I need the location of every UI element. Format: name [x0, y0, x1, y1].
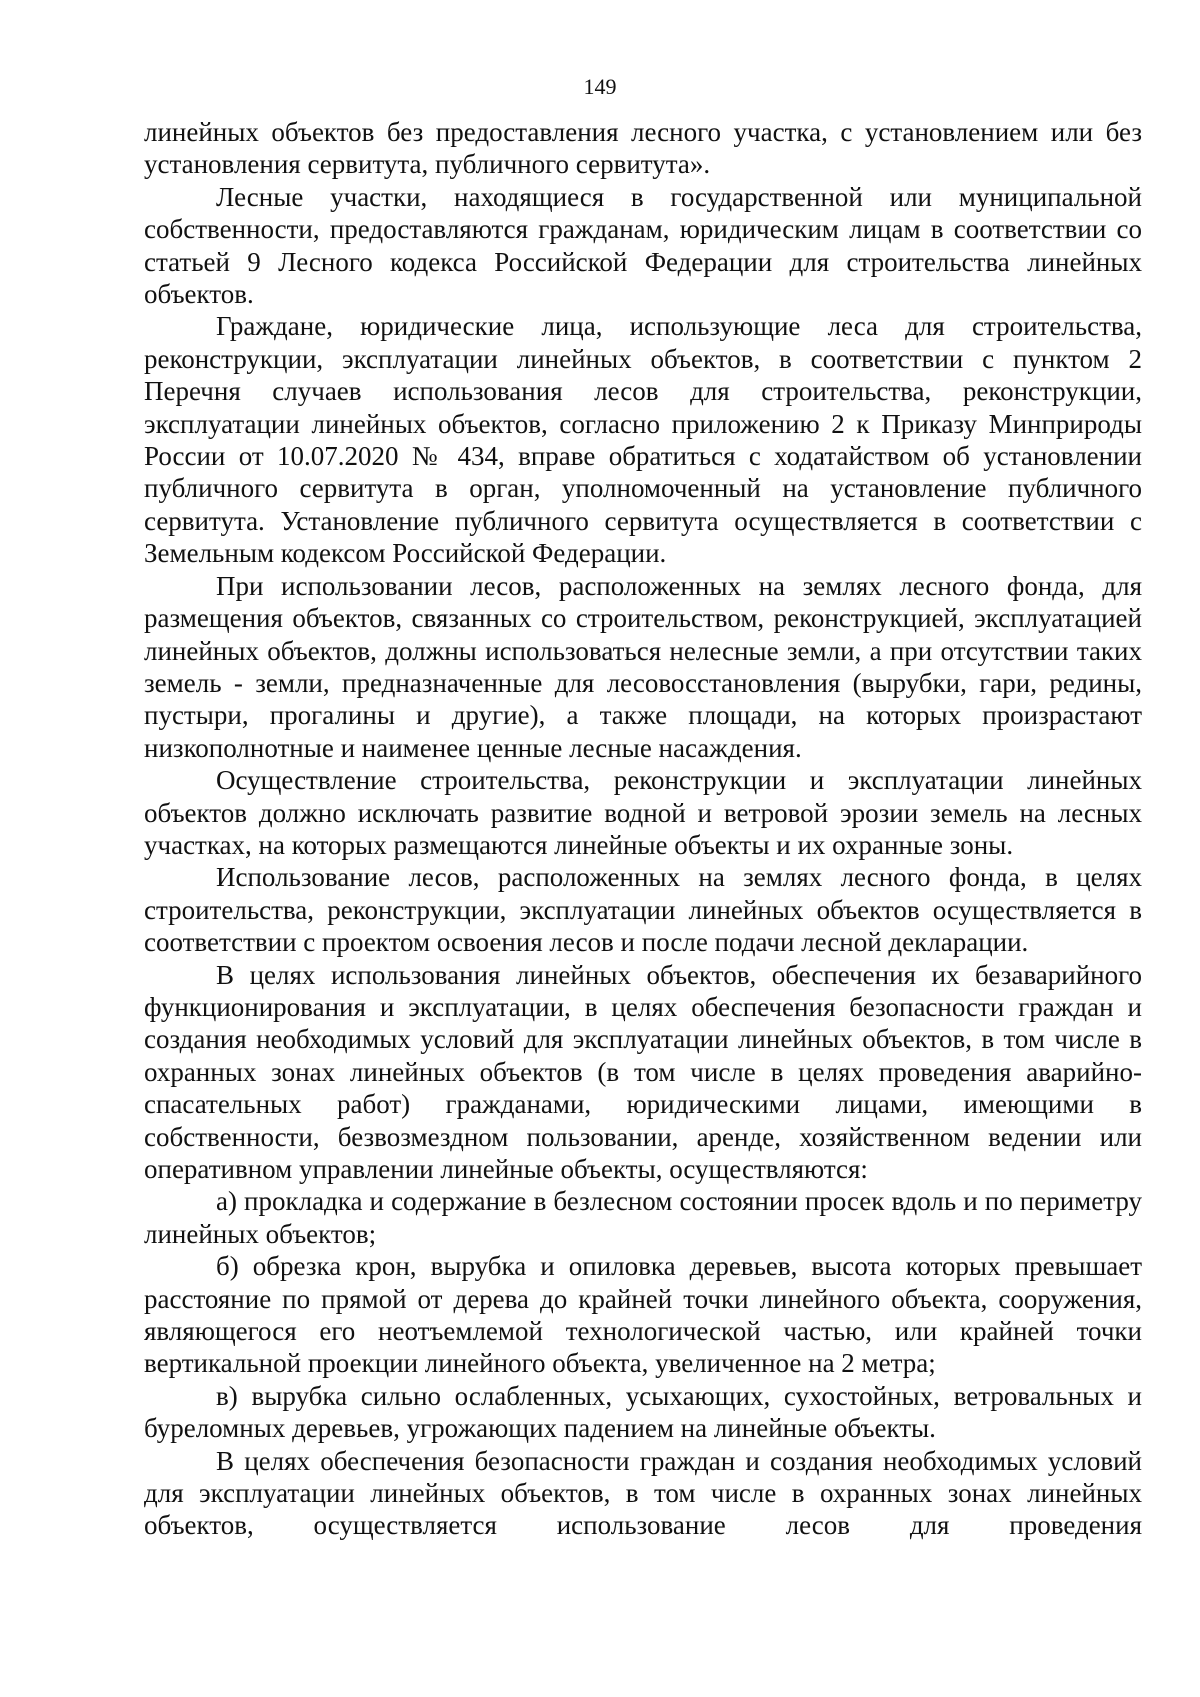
list-item-c: в) вырубка сильно ослабленных, усыхающих, сухостойных, ветровальных и буреломных деревьев, угрожающих падением на линейные объекты. — [144, 1380, 1142, 1444]
paragraph-forest-plots: Лесные участки, находящиеся в государственной или муниципальной собственности, предоставляются гражданам, юридическим лицам в соответствии со статьей 9 Лесного кодекса Российской Федерации для строительства линейных объектов. — [144, 181, 1142, 310]
list-item-a: а) прокладка и содержание в безлесном состоянии просек вдоль и по периметру линейных объектов; — [144, 1186, 1142, 1249]
paragraph-continuation: линейных объектов без предоставления лесного участка, с установлением или без установления сервитута, публичного сервитута». — [144, 117, 1142, 180]
page-number: 149 — [583, 74, 617, 99]
paragraph-public-servitude: Граждане, юридические лица, использующие леса для строительства, реконструкции, эксплуатации линейных объектов, в соответствии с пунктом 2 Перечня случаев использования лесов для строительства, реконструкции, эксплуатации линейных объектов, согласно приложению 2 к Приказу Минприроды России от 10.07.2020 № 434, вправе обратиться с ходатайством об установлении публичного сервитута в орган, уполномоченный на установление публичного сервитута. Установление публичного сервитута осуществляется в соответствии с Земельным кодексом Российской Федерации. — [144, 311, 1142, 569]
paragraph-forest-declaration: Использование лесов, расположенных на землях лесного фонда, в целях строительства, реконструкции, эксплуатации линейных объектов осуществляется в соответствии с проектом освоения лесов и после подачи лесной декларации. — [144, 862, 1142, 958]
paragraph-operations-intro: В целях использования линейных объектов, обеспечения их безаварийного функционирования и эксплуатации, в целях обеспечения безопасности граждан и создания необходимых условий для эксплуатации линейных объектов, в том числе в охранных зонах линейных объектов (в том числе в целях проведения аварийно-спасательных работ) гражданами, юридическими лицами, имеющими в собственности, безвозмездном пользовании, аренде, хозяйственном ведении или оперативном управлении линейные объекты, осуществляются: — [144, 959, 1142, 1184]
paragraph-safety: В целях обеспечения безопасности граждан и создания необходимых условий для эксплуатации линейных объектов, в том числе в охранных зонах линейных объектов, осуществляется использование лесов для проведения — [144, 1445, 1142, 1541]
paragraph-erosion: Осуществление строительства, реконструкции и эксплуатации линейных объектов должно исключать развитие водной и ветровой эрозии земель на лесных участках, на которых размещаются линейные объекты и их охранные зоны. — [144, 765, 1142, 860]
paragraph-non-forest-lands: При использовании лесов, расположенных на землях лесного фонда, для размещения объектов, связанных со строительством, реконструкцией, эксплуатацией линейных объектов, должны использоваться нелесные земли, а при отсутствии таких земель - земли, предназначенные для лесовосстановления (вырубки, гари, редины, пустыри, прогалины и другие), а также площади, на которых произрастают низкополнотные и наименее ценные лесные насаждения. — [144, 570, 1142, 763]
list-item-b: б) обрезка крон, вырубка и опиловка деревьев, высота которых превышает расстояние по прямой от дерева до крайней точки линейного объекта, сооружения, являющегося его неотъемлемой технологической частью, или крайней точки вертикальной проекции линейного объекта, увеличенное на 2 метра; — [144, 1251, 1142, 1379]
document-body — [144, 116, 1142, 1542]
